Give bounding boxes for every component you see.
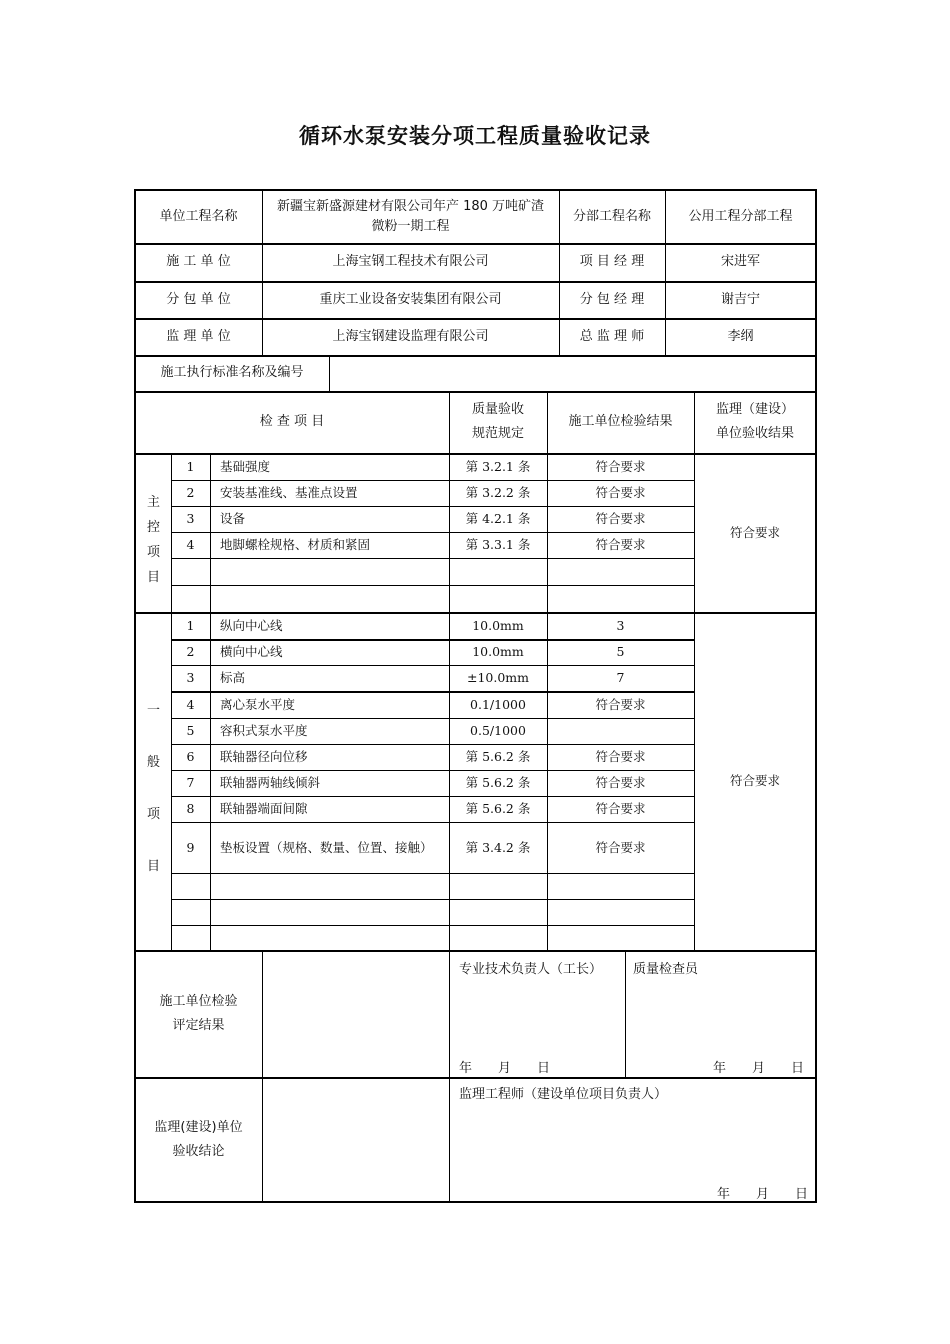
general-row-item: 联轴器两轴线倾斜	[220, 775, 321, 790]
subcontractor-value: 重庆工业设备安装集团有限公司	[319, 291, 502, 307]
header-spec-line1: 质量验收	[471, 402, 524, 417]
supervisor-unit-value: 上海宝钢建设监理有限公司	[332, 328, 489, 344]
header-acceptance	[694, 391, 816, 453]
supervisor-conclusion-label	[135, 1077, 262, 1202]
main-row-spec: 第 3.2.2 条	[465, 485, 531, 500]
construction-eval-label-line1: 施工单位检验	[159, 993, 238, 1009]
construction-unit-role-label: 项 目 经 理	[579, 254, 645, 269]
general-row-item	[210, 925, 449, 950]
general-row-item	[210, 873, 449, 899]
subcontractor-role-label: 分 包 经 理	[579, 291, 645, 307]
general-row-spec: 第 3.4.2 条	[465, 839, 531, 855]
supervisor-date: 年 月 日	[717, 1187, 809, 1202]
page-title: 循环水泵安装分项工程质量验收记录	[299, 124, 651, 148]
general-row-item: 联轴器径向位移	[220, 749, 308, 764]
standard-value	[329, 355, 816, 391]
general-row-item: 横向中心线	[220, 644, 283, 659]
grid-line	[449, 950, 450, 1202]
grid-line	[262, 950, 263, 1202]
general-row-result: 符合要求	[595, 839, 646, 855]
general-row-spec: 第 5.6.2 条	[465, 801, 531, 816]
general-row-item: 标高	[220, 670, 246, 685]
supervisor-unit-label: 监 理 单 位	[166, 328, 231, 344]
main-row-no: 1	[186, 458, 195, 474]
main-row-item: 设备	[220, 511, 246, 526]
general-row-spec: 第 5.6.2 条	[465, 775, 531, 790]
main-row-spec	[449, 585, 547, 612]
main-row-item	[210, 585, 449, 612]
general-row-no	[171, 873, 210, 899]
main-group-char: 项	[147, 545, 161, 560]
construction-unit-value: 上海宝钢工程技术有限公司	[332, 254, 489, 269]
subcontractor-role-value: 谢吉宁	[720, 291, 760, 307]
general-row-no: 3	[186, 670, 195, 685]
general-row-no: 2	[186, 644, 195, 659]
standard-label: 施工执行标准名称及编号	[160, 365, 304, 380]
general-row-result: 符合要求	[595, 749, 646, 764]
main-row-no	[171, 585, 210, 612]
general-row-result: 符合要求	[595, 696, 646, 712]
general-row-no: 8	[186, 801, 195, 816]
main-row-result	[547, 585, 694, 612]
supervisor-conclusion-label-line2: 验收结论	[172, 1143, 225, 1159]
construction-date-2: 年 月 日	[713, 1061, 805, 1076]
general-row-spec: 0.5/1000	[470, 723, 526, 738]
supervisor-unit-role-value: 李纲	[727, 328, 754, 344]
general-row-item: 垫板设置（规格、数量、位置、接触）	[220, 839, 433, 855]
general-row-result	[547, 873, 694, 899]
general-row-result: 7	[616, 670, 625, 685]
general-row-result: 3	[616, 617, 625, 633]
main-group-acceptance: 符合要求	[729, 524, 780, 540]
header-check-item: 检 查 项 目	[259, 414, 325, 429]
construction-unit-label: 施 工 单 位	[166, 254, 231, 269]
header-acceptance-line1: 监理（建设）	[715, 402, 794, 417]
main-row-result: 符合要求	[595, 458, 646, 474]
subcontractor-label: 分 包 单 位	[166, 291, 231, 307]
general-row-result	[547, 899, 694, 925]
general-group-char: 般	[147, 755, 161, 770]
main-row-item: 地脚螺栓规格、材质和紧固	[220, 537, 371, 552]
general-group-char: 一	[147, 703, 161, 718]
unit-project-role-value: 公用工程分部工程	[688, 208, 793, 224]
header-result: 施工单位检验结果	[568, 414, 673, 429]
unit-project-value: 新疆宝新盛源建材有限公司年产 180 万吨矿渣微粉一期工程	[276, 198, 545, 234]
general-row-result	[547, 718, 694, 744]
main-row-spec	[449, 558, 547, 585]
general-row-no: 5	[186, 723, 195, 738]
general-row-item: 容积式泵水平度	[220, 723, 308, 738]
general-row-spec	[449, 899, 547, 925]
quality-inspector-signature: 质量检查员	[633, 962, 699, 977]
main-group-char: 主	[147, 495, 161, 510]
header-acceptance-line2: 单位验收结果	[715, 426, 794, 441]
supervisor-conclusion-label-line1: 监理(建设)单位	[154, 1119, 243, 1135]
general-row-spec: 第 5.6.2 条	[465, 749, 531, 764]
header-spec-line2: 规范规定	[471, 426, 524, 441]
grid-line	[625, 950, 626, 1077]
general-row-result: 符合要求	[595, 775, 646, 790]
supervisor-unit-role-label: 总 监 理 师	[579, 328, 645, 344]
main-row-spec: 第 4.2.1 条	[465, 511, 531, 526]
general-row-spec	[449, 873, 547, 899]
main-row-item: 安装基准线、基准点设置	[220, 485, 358, 500]
main-row-item: 基础强度	[220, 458, 271, 474]
general-group-char: 目	[147, 859, 161, 874]
general-row-spec: ±10.0mm	[466, 670, 529, 685]
general-row-spec: 0.1/1000	[470, 696, 526, 712]
unit-project-label: 单位工程名称	[159, 208, 238, 224]
main-row-spec: 第 3.3.1 条	[465, 537, 531, 552]
main-group-char: 目	[147, 570, 161, 585]
main-row-result: 符合要求	[595, 511, 646, 526]
general-group-char: 项	[147, 807, 161, 822]
general-row-item: 离心泵水平度	[220, 696, 296, 712]
general-row-no: 4	[186, 696, 195, 712]
main-row-no: 2	[186, 485, 195, 500]
general-row-item: 联轴器端面间隙	[220, 801, 308, 816]
general-row-spec: 10.0mm	[472, 617, 524, 633]
header-spec	[449, 391, 547, 453]
tech-lead-signature: 专业技术负责人（工长）	[459, 962, 603, 977]
general-row-no: 9	[186, 839, 195, 855]
main-row-no	[171, 558, 210, 585]
general-row-item	[210, 899, 449, 925]
main-row-result	[547, 558, 694, 585]
main-row-item	[210, 558, 449, 585]
general-row-no	[171, 925, 210, 950]
general-row-spec: 10.0mm	[472, 644, 524, 659]
main-row-result: 符合要求	[595, 537, 646, 552]
general-row-no	[171, 899, 210, 925]
main-row-spec: 第 3.2.1 条	[465, 458, 531, 474]
construction-unit-role-value: 宋进军	[720, 254, 760, 269]
general-row-item: 纵向中心线	[220, 617, 283, 633]
construction-date-1: 年 月 日	[459, 1061, 551, 1076]
general-row-result: 符合要求	[595, 801, 646, 816]
unit-project-role-label: 分部工程名称	[572, 208, 651, 224]
main-row-result: 符合要求	[595, 485, 646, 500]
general-row-result	[547, 925, 694, 950]
construction-eval-label	[135, 950, 262, 1077]
general-row-spec	[449, 925, 547, 950]
supervising-engineer-signature: 监理工程师（建设单位项目负责人）	[459, 1087, 668, 1102]
main-group-char: 控	[147, 520, 161, 535]
general-row-result: 5	[616, 644, 625, 659]
construction-eval-label-line2: 评定结果	[172, 1017, 225, 1033]
main-row-no: 3	[186, 511, 195, 526]
general-row-no: 6	[186, 749, 195, 764]
general-row-no: 1	[186, 617, 195, 633]
main-row-no: 4	[186, 537, 195, 552]
general-group-acceptance: 符合要求	[729, 773, 780, 788]
general-row-no: 7	[186, 775, 195, 790]
